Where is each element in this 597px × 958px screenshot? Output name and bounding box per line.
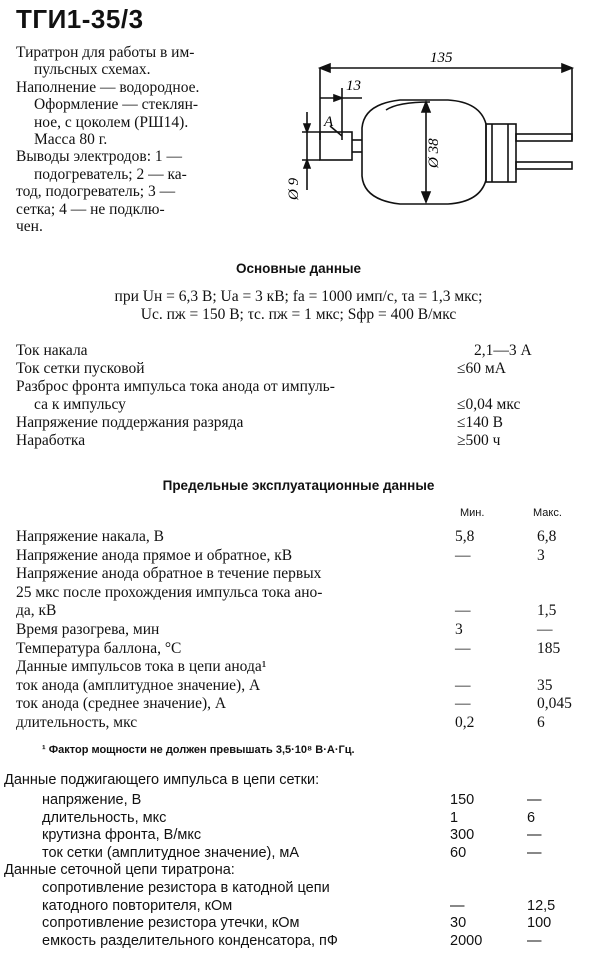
limit-label: Температура баллона, °С <box>16 639 182 657</box>
limit-min-value: — <box>455 546 471 564</box>
limit-label: длительность, мкс <box>16 714 138 731</box>
intro-line: Тиратрон для работы в им- <box>16 44 195 61</box>
tube-drawing <box>280 40 590 220</box>
limit-max-value: 6,8 <box>537 528 557 545</box>
limit-label: катодного повторителя, кОм <box>42 897 233 914</box>
limit-max-value: — <box>537 621 553 638</box>
intro-line: чен. <box>16 218 43 236</box>
param-label: Наработка <box>16 432 86 449</box>
intro-line: подогреватель; 2 — ка- <box>34 165 187 183</box>
limit-label: напряжение, В <box>42 792 142 808</box>
limit-min-value: 30 <box>450 915 467 932</box>
limit-label: ток анода (амплитудное значение), А <box>16 676 261 694</box>
intro-line: Оформление — стеклян- <box>34 96 199 114</box>
limit-max-value: 0,045 <box>537 695 572 713</box>
dim-pin-label: Ø 9 <box>286 177 302 200</box>
param-label: Напряжение поддержания разряда <box>16 414 244 431</box>
limit-label: ток анода (среднее значение), А <box>16 695 227 713</box>
limit-min-value: — <box>450 897 465 914</box>
limit-label: Напряжение накала, В <box>16 528 164 545</box>
limit-min-value: — <box>455 676 471 694</box>
intro-line: ное, с цоколем (РШ14). <box>34 113 189 131</box>
limit-min-value: 0,2 <box>455 714 475 731</box>
limit-max-value: — <box>527 932 542 949</box>
limit-min-value: 2000 <box>450 932 483 949</box>
limit-min-value: — <box>455 602 471 620</box>
limit-min-value: 60 <box>450 844 467 861</box>
limit-label: Время разогрева, мин <box>16 621 160 638</box>
param-value: ≤60 мА <box>457 360 506 377</box>
intro-line: Масса 80 г. <box>34 131 108 149</box>
footnote: ¹ Фактор мощности не должен превышать 3,5·10⁸ В·А·Гц. <box>42 744 355 756</box>
limit-min-value: 300 <box>450 827 475 844</box>
param-label: Ток сетки пусковой <box>16 360 145 377</box>
limit-max-value: — <box>527 827 542 844</box>
limit-max-value: 6 <box>537 714 545 731</box>
param-value: 2,1—3 А <box>474 342 532 359</box>
conditions-line: при Uн = 6,3 В; Uа = 3 кВ; fа = 1000 имп/с, τа = 1,3 мкс; <box>114 288 483 305</box>
param-label: Ток накала <box>16 342 88 359</box>
limit-min-value: 3 <box>455 621 463 638</box>
limit-min-value: — <box>455 695 471 713</box>
limit-label: Данные импульсов тока в цепи анода¹ <box>16 658 267 676</box>
intro-line: тод, подогреватель; 3 — <box>16 183 176 201</box>
dim-cap-label: 13 <box>346 78 361 94</box>
limit-label: да, кВ <box>16 602 57 620</box>
page-title: ТГИ1-35/3 <box>16 4 144 34</box>
section-title-main: Основные данные <box>235 261 362 276</box>
limit-max-value: 6 <box>527 809 536 826</box>
intro-line: сетка; 4 — не подклю- <box>16 200 165 218</box>
dim-total-label: 135 <box>430 50 453 66</box>
section-title-ignite: Данные поджигающего импульса в цепи сетки: <box>4 772 320 788</box>
limit-max-value: 12,5 <box>527 897 556 914</box>
section-title-limits: Предельные эксплуатационные данные <box>162 478 435 493</box>
limit-min-value: 1 <box>450 809 459 826</box>
intro-line: Выводы электродов: 1 — <box>16 148 183 166</box>
param-value: ≤0,04 мкс <box>457 396 521 413</box>
limit-label: Напряжение анода обратное в течение первых <box>16 565 322 583</box>
limit-max-value: 185 <box>537 639 561 657</box>
limit-label: емкость разделительного конденсатора, пФ <box>42 932 338 949</box>
param-label: са к импульсу <box>34 396 126 413</box>
conditions-line: Uс. пж = 150 В; τс. пж = 1 мкс; Sфр = 400 В/мкс <box>140 306 457 323</box>
limit-label: 25 мкс после прохождения импульса тока ано- <box>16 583 323 601</box>
section-title-grid: Данные сеточной цепи тиратрона: <box>4 862 235 878</box>
limit-label: крутизна фронта, В/мкс <box>42 827 202 844</box>
column-header-max: Макс. <box>533 507 562 519</box>
intro-line: Наполнение — водородное. <box>16 78 200 96</box>
column-header-min: Мин. <box>460 507 485 519</box>
limit-max-value: — <box>527 792 542 808</box>
limit-min-value: — <box>455 639 471 657</box>
limit-min-value: 150 <box>450 792 475 808</box>
dim-diameter-label: Ø 38 <box>426 138 442 168</box>
limit-max-value: 1,5 <box>537 602 557 620</box>
param-value: ≥500 ч <box>457 432 501 449</box>
limit-label: сопротивление резистора в катодной цепи <box>42 880 330 896</box>
limit-min-value: 5,8 <box>455 528 475 545</box>
limit-max-value: — <box>527 844 542 861</box>
limit-max-value: 3 <box>537 546 545 564</box>
param-value: ≤140 В <box>457 414 503 431</box>
label-a: A <box>324 114 334 130</box>
param-label: Разброс фронта импульса тока анода от импуль- <box>16 378 335 395</box>
limit-label: ток сетки (амплитудное значение), мА <box>42 844 300 861</box>
intro-description <box>16 44 266 235</box>
limit-label: сопротивление резистора утечки, кОм <box>42 915 300 932</box>
limit-label: длительность, мкс <box>42 809 167 826</box>
intro-line: пульсных схемах. <box>34 61 151 79</box>
limit-max-value: 100 <box>527 915 552 932</box>
limit-label: Напряжение анода прямое и обратное, кВ <box>16 546 293 564</box>
limit-max-value: 35 <box>537 676 553 694</box>
